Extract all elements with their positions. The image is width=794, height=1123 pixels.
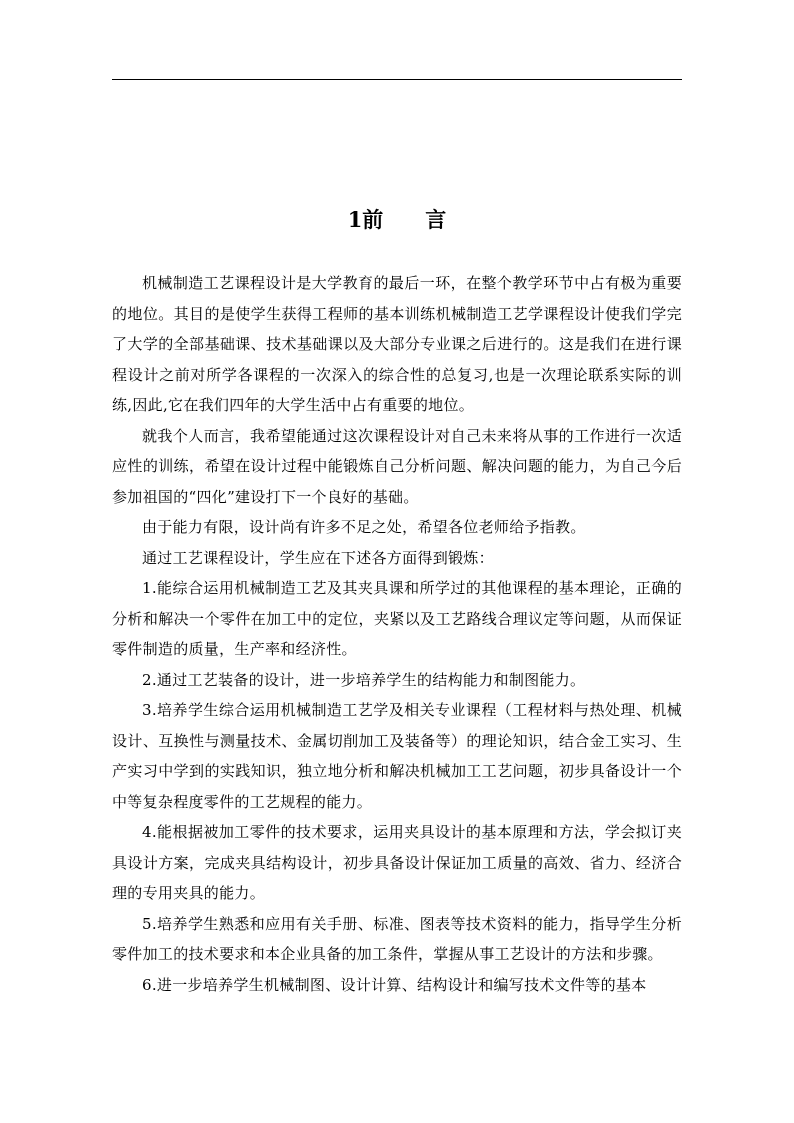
body-text <box>112 268 682 1000</box>
paragraph-personal-goal: 就我个人而言，我希望能通过这次课程设计对自己未来将从事的工作进行一次适应性的训练，希望在设计过程中能锻炼自己分析问题、解决问题的能力，为自己今后参加祖国的“四化”建设打下一个良好的基础。 <box>112 426 682 506</box>
paragraph-item-3: 3.培养学生综合运用机械制造工艺学及相关专业课程（工程材料与热处理、机械设计、互换性与测量技术、金属切削加工及装备等）的理论知识，结合金工实习、生产实习中学到的实践知识，独立地分析和解决机械加工工艺问题，初步具备设计一个中等复杂程度零件的工艺规程的能力。 <box>112 701 682 811</box>
paragraph-item-6: 6.进一步培养学生机械制图、设计计算、结构设计和编写技术文件等的基本 <box>142 975 647 994</box>
paragraph-item-4: 4.能根据被加工零件的技术要求，运用夹具设计的基本原理和方法，学会拟订夹具设计方案，完成夹具结构设计，初步具备设计保证加工质量的高效、省力、经济合理的专用夹具的能力。 <box>112 823 682 902</box>
header-rule <box>112 79 682 80</box>
paragraph-purpose: 机械制造工艺课程设计是大学教育的最后一环，在整个教学环节中占有极为重要的地位。其目的是使学生获得工程师的基本训练机械制造工艺学课程设计使我们学完了大学的全部基础课、技术基础课以及大部分专业课之后进行的。这是我们在进行课程设计之前对所学各课程的一次深入的综合性的总复习,也是一次理论联系实际的训练,因此,它在我们四年的大学生活中占有重要的地位。 <box>112 274 682 414</box>
paragraph-training-intro: 通过工艺课程设计，学生应在下述各方面得到锻炼： <box>142 548 494 567</box>
paragraph-limitations: 由于能力有限，设计尚有许多不足之处，希望各位老师给予指教。 <box>142 518 586 536</box>
paragraph-item-1: 1.能综合运用机械制造工艺及其夹具课和所学过的其他课程的基本理论，正确的分析和解决一个零件在加工中的定位，夹紧以及工艺路线合理议定等问题，从而保证零件制造的质量，生产率和经济性。 <box>112 579 682 658</box>
section-heading: 1前 言 <box>347 207 447 232</box>
paragraph-item-2: 2.通过工艺装备的设计，进一步培养学生的结构能力和制图能力。 <box>142 670 586 689</box>
paragraph-item-5: 5.培养学生熟悉和应用有关手册、标准、图表等技术资料的能力，指导学生分析零件加工的技术要求和本企业具备的加工条件，掌握从事工艺设计的方法和步骤。 <box>112 914 682 963</box>
